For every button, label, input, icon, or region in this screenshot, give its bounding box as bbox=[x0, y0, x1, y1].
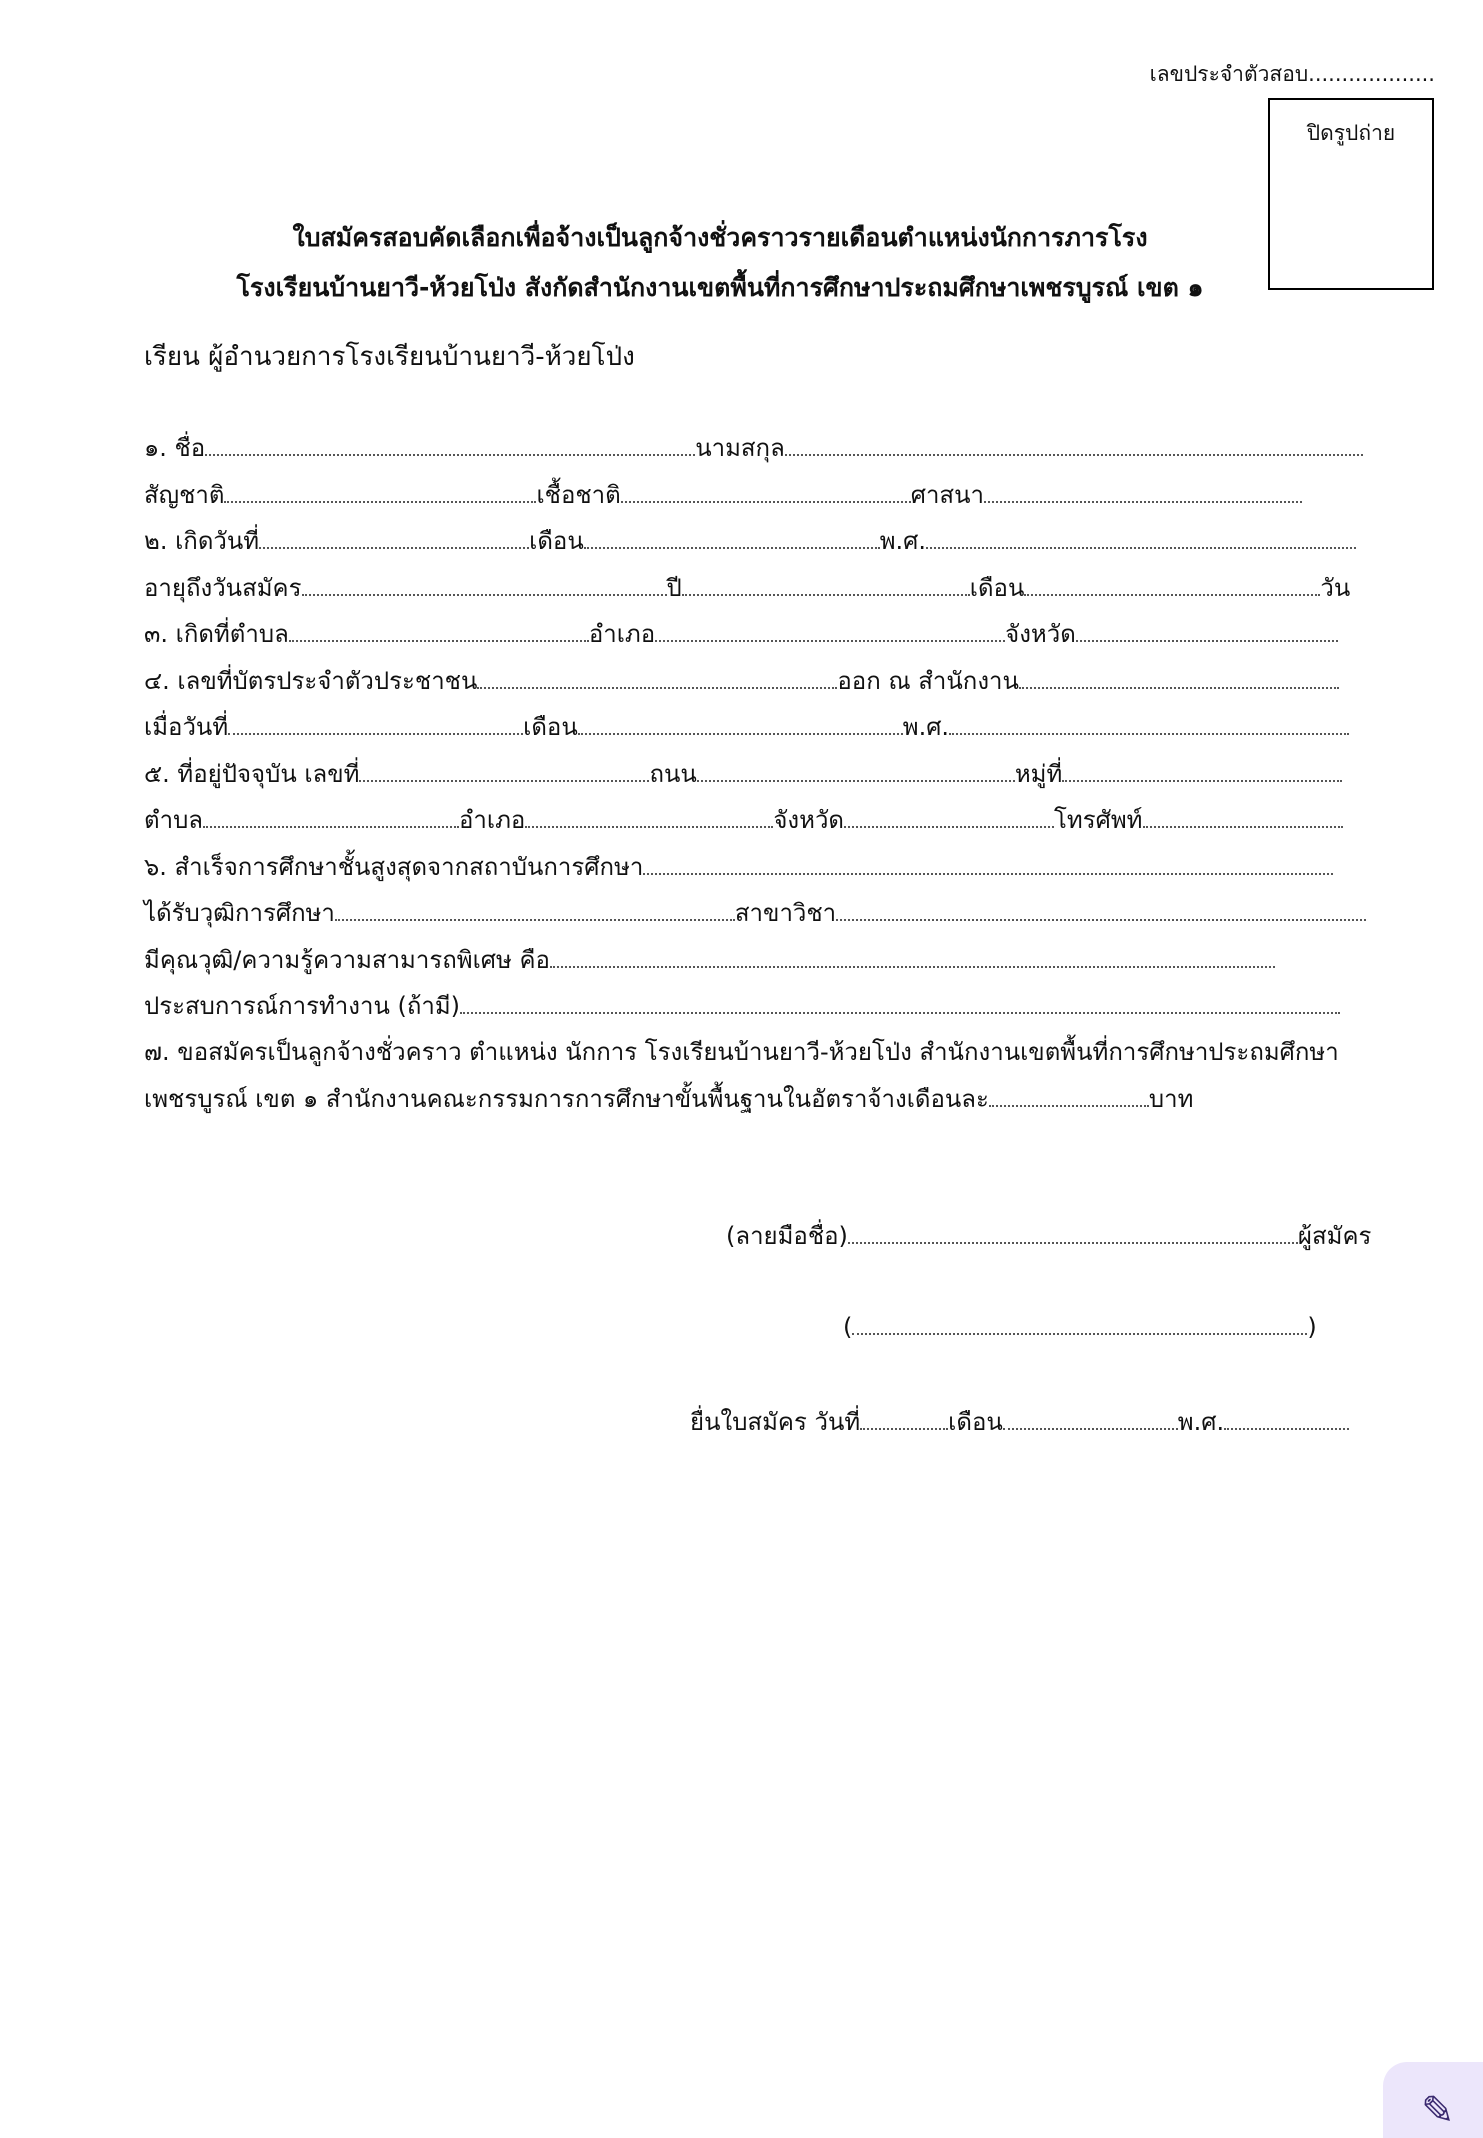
label-education: ๖. สำเร็จการศึกษาชั้นสูงสุดจากสถาบันการศึกษา bbox=[144, 852, 644, 881]
label-address-number: ๕. ที่อยู่ปัจจุบัน เลขที่ bbox=[144, 759, 360, 788]
label-village-no: หมู่ที่ bbox=[1014, 759, 1063, 788]
label-surname: นามสกุล bbox=[695, 434, 785, 462]
label-salary: เพชรบูรณ์ เขต ๑ สำนักงานคณะกรรมการการศึกษาขั้นพื้นฐานในอัตราจ้างเดือนละ bbox=[144, 1085, 989, 1113]
village-no-blank[interactable] bbox=[1062, 750, 1342, 782]
label-degree: ได้รับวุฒิการศึกษา bbox=[144, 899, 335, 927]
birth-month-blank[interactable] bbox=[584, 517, 880, 549]
form-row-salary bbox=[144, 1075, 1384, 1122]
form-row-education bbox=[144, 843, 1384, 890]
form-title: ใบสมัครสอบคัดเลือกเพื่อจ้างเป็นลูกจ้างชั่วคราวรายเดือนตำแหน่งนักการภารโรง bbox=[292, 223, 1148, 252]
form-row-degree bbox=[144, 889, 1384, 936]
experience-blank[interactable] bbox=[460, 982, 1340, 1014]
birth-year-blank[interactable] bbox=[926, 517, 1356, 549]
major-blank[interactable] bbox=[836, 889, 1366, 921]
degree-blank[interactable] bbox=[335, 889, 735, 921]
form-row-apply bbox=[144, 1029, 1384, 1076]
label-issue-month: เดือน bbox=[523, 713, 578, 741]
salary-blank[interactable] bbox=[989, 1075, 1149, 1107]
edit-pen-icon: ✎ bbox=[1421, 2088, 1455, 2134]
label-age: อายุถึงวันสมัคร bbox=[144, 573, 302, 602]
label-skills: มีคุณวุฒิ/ความรู้ความสามารถพิเศษ คือ bbox=[144, 945, 550, 974]
nationality-blank[interactable] bbox=[224, 471, 536, 503]
form-row-nationality bbox=[144, 471, 1384, 518]
race-blank[interactable] bbox=[621, 471, 911, 503]
submit-month-blank[interactable] bbox=[1003, 1398, 1178, 1430]
edit-badge[interactable] bbox=[1383, 2062, 1483, 2138]
submit-year-blank[interactable] bbox=[1224, 1398, 1349, 1430]
label-road: ถนน bbox=[649, 759, 697, 788]
form-row-age bbox=[144, 564, 1384, 611]
submission-date-line bbox=[690, 1398, 1349, 1441]
birth-subdistrict-blank[interactable] bbox=[289, 610, 589, 642]
label-signature: (ลายมือชื่อ) bbox=[726, 1222, 848, 1250]
label-issued-at: ออก ณ สำนักงาน bbox=[837, 666, 1019, 695]
age-days-blank[interactable] bbox=[1024, 564, 1320, 596]
id-number-blank[interactable] bbox=[477, 657, 837, 689]
label-id-number: ๔. เลขที่บัตรประจำตัวประชาชน bbox=[144, 666, 478, 695]
photo-box bbox=[1268, 98, 1434, 290]
signature-line bbox=[726, 1212, 1371, 1255]
signature-blank[interactable] bbox=[848, 1212, 1298, 1244]
label-issue-day: เมื่อวันที่ bbox=[144, 713, 229, 741]
form-row-birthplace bbox=[144, 610, 1384, 657]
printed-name-blank[interactable] bbox=[852, 1303, 1307, 1335]
exam-number-field: เลขประจำตัวสอบ................... bbox=[1149, 62, 1435, 86]
open-paren: ( bbox=[843, 1313, 853, 1341]
label-experience: ประสบการณ์การทำงาน (ถ้ามี) bbox=[144, 992, 461, 1020]
form-fields bbox=[144, 424, 1384, 1122]
form-row-experience bbox=[144, 982, 1384, 1029]
label-birth-month: เดือน bbox=[529, 527, 584, 555]
issue-day-blank[interactable] bbox=[228, 703, 523, 735]
label-district: อำเภอ bbox=[459, 806, 526, 834]
label-major: สาขาวิชา bbox=[734, 899, 837, 927]
label-submit-month: เดือน bbox=[948, 1408, 1003, 1436]
district-blank[interactable] bbox=[525, 796, 773, 828]
label-age-days: วัน bbox=[1320, 573, 1351, 602]
label-issue-year: พ.ศ. bbox=[902, 713, 950, 741]
label-first-name: ๑. ชื่อ bbox=[144, 434, 206, 462]
label-nationality: สัญชาติ bbox=[144, 480, 225, 509]
label-apply: ๗. ขอสมัครเป็นลูกจ้างชั่วคราว ตำแหน่ง นักการ โรงเรียนบ้านยาวี-ห้วยโป่ง สำนักงานเขตพื้นที่การศึกษาประถมศึกษา bbox=[144, 1037, 1339, 1066]
label-birth-day: ๒. เกิดวันที่ bbox=[144, 527, 260, 555]
issue-month-blank[interactable] bbox=[578, 703, 903, 735]
label-age-months: เดือน bbox=[969, 573, 1025, 602]
label-phone: โทรศัพท์ bbox=[1054, 806, 1143, 834]
label-religion: ศาสนา bbox=[910, 480, 984, 509]
road-blank[interactable] bbox=[697, 750, 1015, 782]
skills-blank[interactable] bbox=[550, 936, 1275, 968]
birth-day-blank[interactable] bbox=[259, 517, 529, 549]
age-months-blank[interactable] bbox=[682, 564, 970, 596]
printed-name-line bbox=[843, 1303, 1317, 1341]
label-province: จังหวัด bbox=[773, 806, 845, 834]
label-birth-district: อำเภอ bbox=[588, 620, 656, 648]
label-baht: บาท bbox=[1148, 1085, 1194, 1113]
photo-box-label: ปิดรูปถ่าย bbox=[1306, 121, 1396, 145]
form-row-issue-date bbox=[144, 703, 1384, 750]
form-row-skills bbox=[144, 936, 1384, 983]
province-blank[interactable] bbox=[844, 796, 1054, 828]
label-race: เชื้อชาติ bbox=[536, 480, 621, 509]
issue-year-blank[interactable] bbox=[949, 703, 1349, 735]
surname-blank[interactable] bbox=[785, 424, 1363, 456]
religion-blank[interactable] bbox=[984, 471, 1302, 503]
birth-province-blank[interactable] bbox=[1076, 610, 1338, 642]
form-row-id-card bbox=[144, 657, 1384, 704]
label-birth-province: จังหวัด bbox=[1005, 620, 1076, 648]
label-age-years: ปี bbox=[666, 573, 682, 602]
education-blank[interactable] bbox=[643, 843, 1333, 875]
salutation: เรียน ผู้อำนวยการโรงเรียนบ้านยาวี-ห้วยโป่ง bbox=[144, 342, 635, 372]
phone-blank[interactable] bbox=[1143, 796, 1343, 828]
form-row-address-area bbox=[144, 796, 1384, 843]
age-years-blank[interactable] bbox=[302, 564, 667, 596]
issued-at-blank[interactable] bbox=[1019, 657, 1339, 689]
form-subtitle: โรงเรียนบ้านยาวี-ห้วยโป่ง สังกัดสำนักงานเขตพื้นที่การศึกษาประถมศึกษาเพชรบูรณ์ เขต ๑ bbox=[236, 273, 1204, 302]
first-name-blank[interactable] bbox=[205, 424, 695, 456]
label-subdistrict: ตำบล bbox=[144, 806, 204, 834]
label-birth-subdistrict: ๓. เกิดที่ตำบล bbox=[144, 620, 289, 648]
form-row-birth-date bbox=[144, 517, 1384, 564]
form-row-name bbox=[144, 424, 1384, 471]
submit-day-blank[interactable] bbox=[860, 1398, 948, 1430]
label-submit-year: พ.ศ. bbox=[1177, 1408, 1225, 1436]
label-applicant: ผู้สมัคร bbox=[1297, 1222, 1372, 1250]
label-birth-year: พ.ศ. bbox=[879, 527, 927, 555]
form-row-address bbox=[144, 750, 1384, 797]
address-number-blank[interactable] bbox=[359, 750, 649, 782]
close-paren: ) bbox=[1307, 1313, 1317, 1341]
subdistrict-blank[interactable] bbox=[203, 796, 459, 828]
birth-district-blank[interactable] bbox=[655, 610, 1005, 642]
label-submit-day: ยื่นใบสมัคร วันที่ bbox=[690, 1408, 861, 1436]
